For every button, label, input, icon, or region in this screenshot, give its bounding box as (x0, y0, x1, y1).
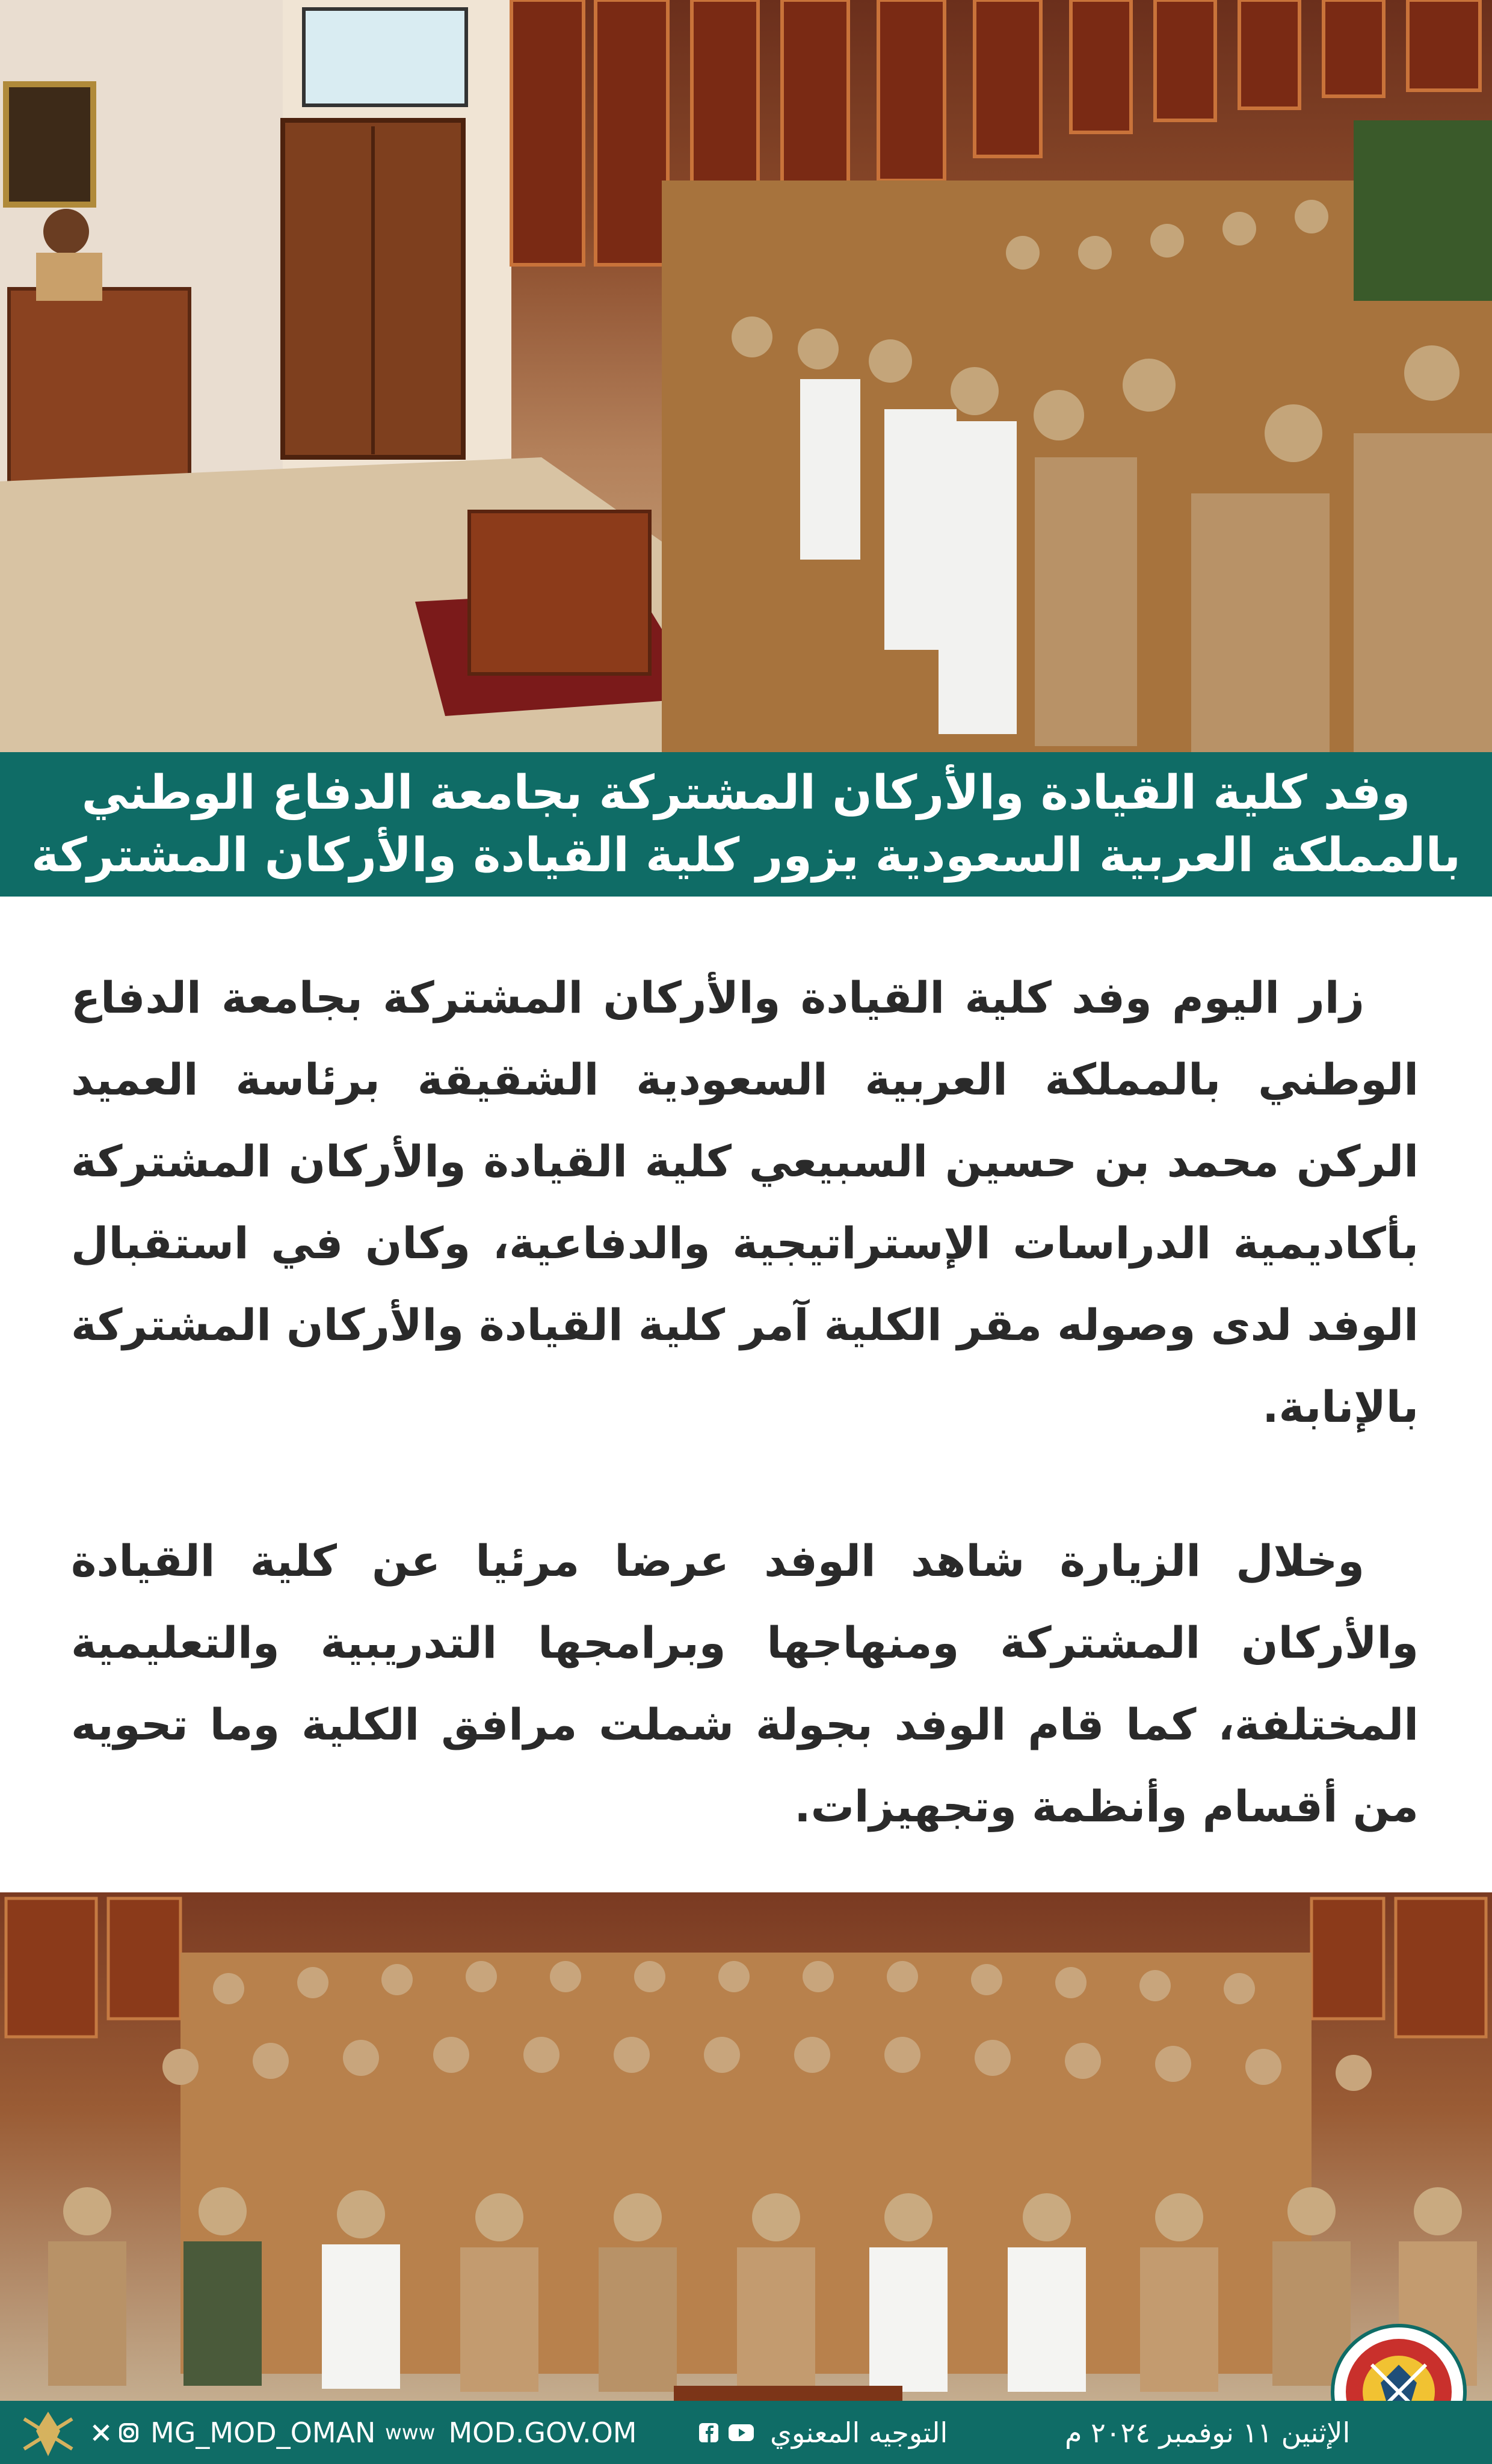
facebook-icon[interactable] (698, 2422, 720, 2444)
ministry-logo-small (12, 2407, 84, 2461)
bottom-photo-group (0, 1892, 1492, 2437)
social-handle: MG_MOD_OMAN (150, 2416, 376, 2449)
department-name: التوجيه المعنوي (770, 2416, 948, 2449)
social-handle-group[interactable] (90, 2401, 375, 2464)
date-text: الإثنين ١١ نوفمبر ٢٠٢٤ م (1065, 2416, 1351, 2449)
headline-line-2: بالمملكة العربية السعودية يزور كلية القيادة والأركان المشتركة (31, 829, 1461, 883)
footer-bar (0, 2401, 1492, 2464)
www-label: www (385, 2420, 436, 2445)
headline-line-1: وفد كلية القيادة والأركان المشتركة بجامعة الدفاع الوطني (81, 766, 1411, 820)
department-group (698, 2401, 948, 2464)
headline-band (0, 752, 1492, 897)
date-group (1065, 2401, 1350, 2464)
youtube-icon[interactable] (728, 2422, 754, 2443)
website-link[interactable] (385, 2401, 637, 2464)
x-icon (90, 2422, 112, 2444)
article-paragraph-1: زار اليوم وفد كلية القيادة والأركان المشتركة بجامعة الدفاع الوطني بالمملكة العربية السعودية الشقيقة برئاسة العميد الركن محمد بن حسين السبيعي كلية القيادة والأركان المشتركة بأكاديمية الدراسات الإستراتيجية والدفاعية، وكان في استقبال الوفد لدى وصوله مقر الكلية آمر كلية القيادة والأركان المشتركة بالإنابة. (71, 972, 1419, 1432)
article-paragraph-2: وخلال الزيارة شاهد الوفد عرضا مرئيا عن كلية القيادة والأركان المشتركة ومنهاجها وبرامجها التدريبية والتعليمية المختلفة، كما قام الوفد بجولة شملت مرافق الكلية وما تحويه من أقسام وأنظمة وتجهيزات. (71, 1536, 1419, 1832)
website-domain: MOD.GOV.OM (448, 2416, 637, 2449)
article-body (71, 957, 1419, 1847)
top-photo-lecture-hall (0, 0, 1492, 752)
instagram-icon (118, 2422, 140, 2444)
